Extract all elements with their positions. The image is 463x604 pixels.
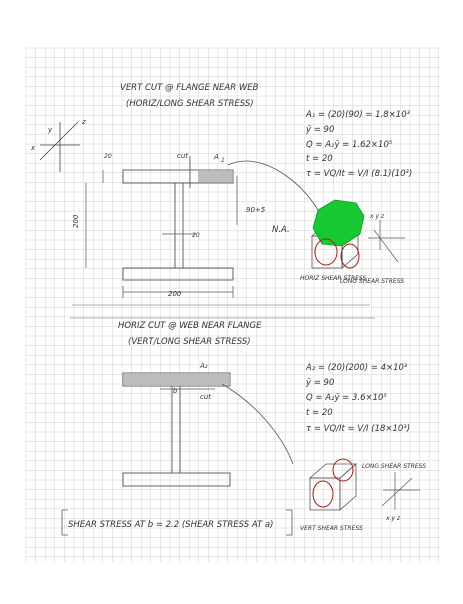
top-title-line2: (HORIZ/LONG SHEAR STRESS) bbox=[126, 99, 254, 109]
red-circle-right-bottom bbox=[333, 459, 353, 481]
point-b-label: b bbox=[173, 387, 178, 395]
bottom-eq-2: ȳ = 90 bbox=[306, 378, 335, 388]
highlight-blob bbox=[313, 200, 364, 246]
area-a2-shaded bbox=[124, 374, 229, 385]
cut-label-top: cut bbox=[177, 152, 189, 160]
axis-label-x: x bbox=[31, 144, 36, 152]
axis-label-z: z bbox=[82, 118, 86, 126]
cube-axes-bottom-icon bbox=[382, 472, 420, 510]
top-eq-4: t = 20 bbox=[306, 154, 333, 164]
dim-web: 20 bbox=[192, 232, 200, 239]
result-text: SHEAR STRESS AT b = 2.2 (SHEAR STRESS AT a) bbox=[68, 520, 274, 530]
dim-flange-thickness: 20 bbox=[104, 153, 112, 160]
area-label-bottom: A₂ bbox=[200, 362, 208, 370]
top-section bbox=[30, 83, 412, 318]
top-eq-5: τ = VQ/It = V/I (8.1)(10³) bbox=[306, 169, 413, 179]
arrow-curve-bottom bbox=[222, 384, 293, 464]
top-eq-3: Q = A₁ȳ = 1.62×10⁵ bbox=[306, 140, 393, 150]
long-shear-label-bottom: LONG SHEAR STRESS bbox=[362, 463, 427, 470]
bottom-title-line2: (VERT/LONG SHEAR STRESS) bbox=[128, 337, 251, 347]
neutral-axis-label: N.A. bbox=[272, 225, 290, 235]
dim-ybar: 90+5 bbox=[246, 206, 266, 214]
top-title-line1: VERT CUT @ FLANGE NEAR WEB bbox=[120, 83, 259, 93]
cube-axes-top-label: x y z bbox=[370, 213, 385, 220]
dimension-lines-top bbox=[86, 170, 237, 298]
red-circle-left-bottom bbox=[313, 481, 333, 507]
ibeam-cross-section-top bbox=[123, 170, 233, 280]
bottom-eq-1: A₂ = (20)(200) = 4×10³ bbox=[306, 363, 408, 373]
cut-label-bottom: cut bbox=[200, 393, 212, 401]
bottom-title-line1: HORIZ CUT @ WEB NEAR FLANGE bbox=[118, 321, 262, 331]
axis-label-y: y bbox=[48, 126, 53, 134]
area-sub-top: 1 bbox=[221, 157, 225, 164]
bottom-eq-5: τ = VQ/It = V/I (18×10³) bbox=[306, 424, 411, 434]
top-eq-1: A₁ = (20)(90) = 1.8×10³ bbox=[306, 110, 411, 120]
cube-axes-bottom-label: x y z bbox=[386, 515, 401, 522]
dim-depth: 200 bbox=[72, 214, 80, 228]
bottom-eq-3: Q = A₂ȳ = 3.6×10⁵ bbox=[306, 393, 387, 403]
vert-shear-label: VERT SHEAR STRESS bbox=[300, 525, 363, 532]
top-eq-2: ȳ = 90 bbox=[306, 125, 335, 135]
dim-width: 200 bbox=[168, 290, 182, 298]
long-shear-label-top: LONG SHEAR STRESS bbox=[340, 278, 405, 285]
area-a1-shaded bbox=[198, 171, 232, 182]
bottom-eq-4: t = 20 bbox=[306, 408, 333, 418]
horiz-shear-label: HORIZ SHEAR STRESS bbox=[300, 275, 367, 282]
cube-axes-top-icon bbox=[368, 220, 405, 262]
area-label-top: A bbox=[214, 153, 219, 161]
